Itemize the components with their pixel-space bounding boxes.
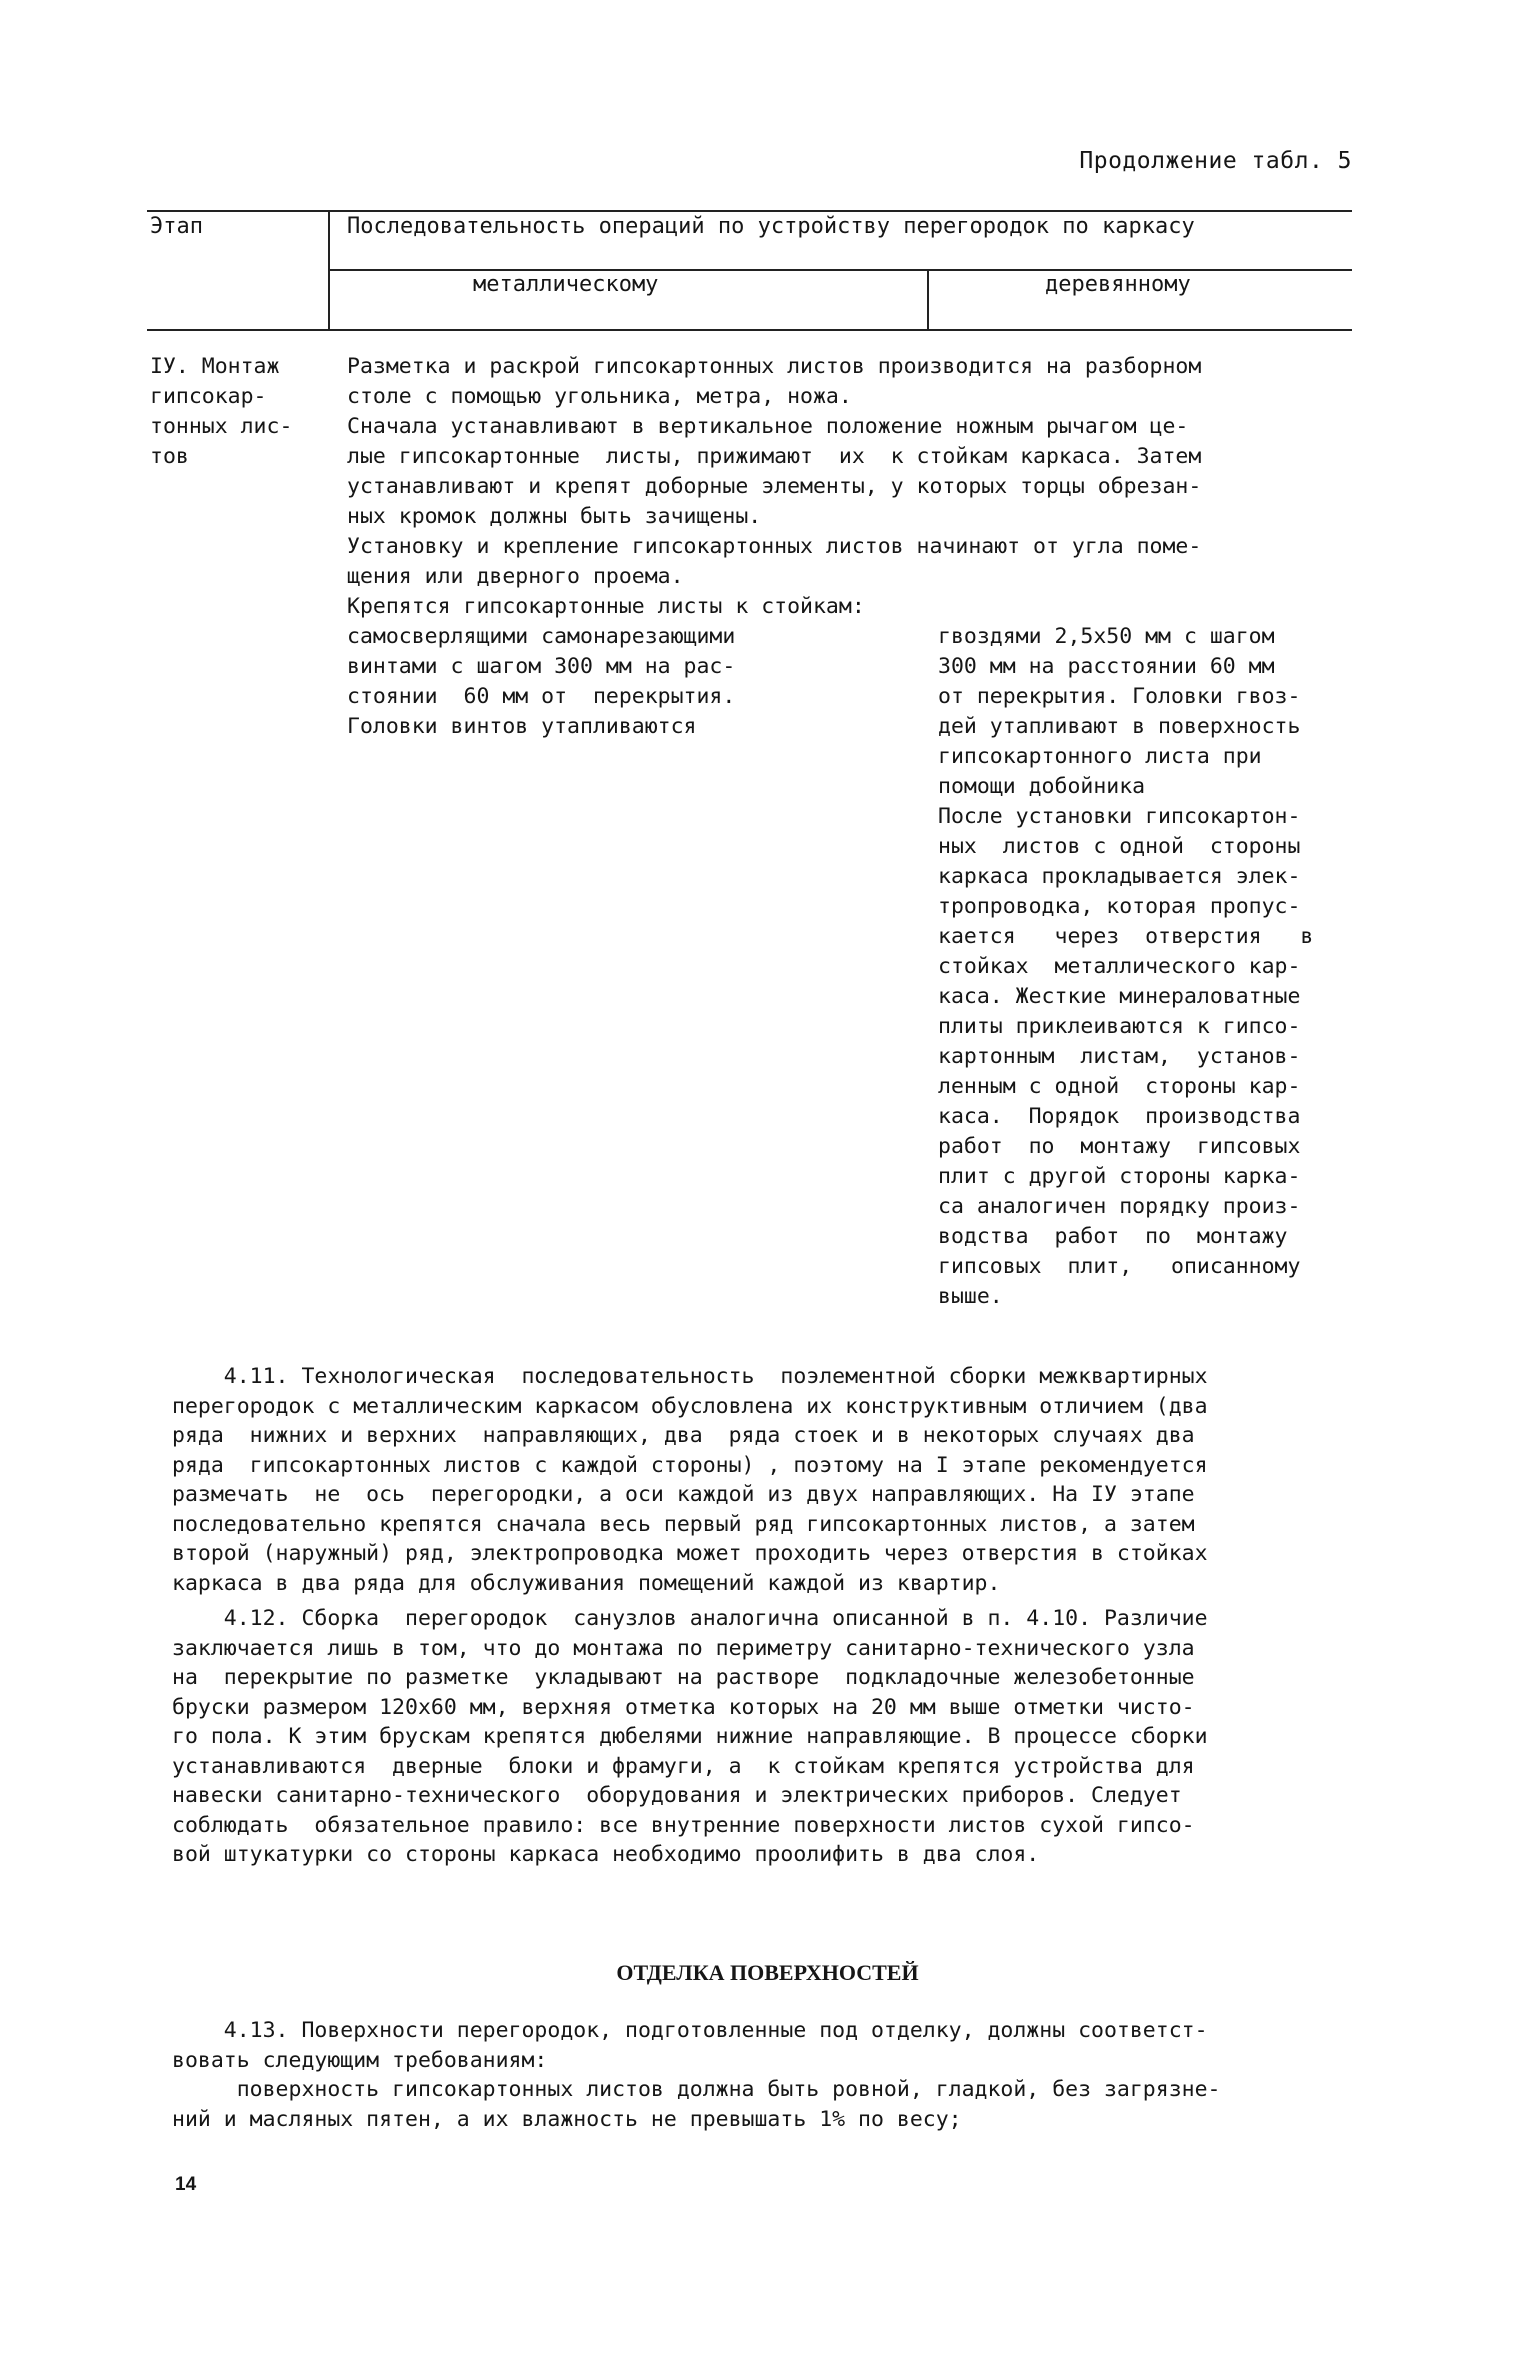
wood-frame-cell: гвоздями 2,5х50 мм с шагом 300 мм на расстоянии 60 мм от перекрытия. Головки гвоз- дей утапливают в поверхность гипсокартонного листа при помощи добойника После установки гипсокартон- ных листов с одной стороны каркаса прокладывается элек- тропроводка, которая пропус- кается через отверстия в стойках металлического кар- каса. Жесткие минераловатные плиты приклеиваются к гипсо- картонным листам, установ- ленным с одной стороны кар- каса. Порядок производства работ по монтажу гипсовых плит с другой стороны карка- са аналогичен порядку произ- водства работ по монтажу гипсовых плит, описанному выше. <box>938 624 1314 1309</box>
metal-frame-cell: самосверлящими самонарезающими винтами с шагом 300 мм на рас- стоянии 60 мм от перекрытия. Головки винтов утапливаются <box>347 624 736 739</box>
section-title: ОТДЕЛКА ПОВЕРХНОСТЕЙ <box>616 1960 919 1985</box>
header-metal: металлическому <box>473 272 659 297</box>
table-stage-column-rule <box>328 210 330 331</box>
stage-cell: IУ. Монтаж гипсокар- тонных лис- тов <box>150 354 293 469</box>
header-sequence: Последовательность операций по устройству перегородок по каркасу <box>347 214 1195 239</box>
header-wood: деревянному <box>1045 272 1191 297</box>
table-continuation-label: Продолжение табл. 5 <box>1079 148 1352 174</box>
page-number: 14 <box>175 2174 197 2195</box>
table-subheader-rule <box>329 269 1352 271</box>
header-stage: Этап <box>150 214 203 239</box>
common-operations-cell: Разметка и раскрой гипсокартонных листов производится на разборном столе с помощью угольника, метра, ножа. Сначала устанавливают в вертикальное положение ножным рычагом це- лые гипсокартонные листы, прижимают их к стойкам каркаса. Затем устанавливают и крепят доборные элементы, у которых торцы обрезан- ных кромок должны быть зачищены. Установку и крепление гипсокартонных листов начинают от угла поме- щения или дверного проема. Крепятся гипсокартонные листы к стойкам: <box>347 354 1202 619</box>
paragraph-4-13: 4.13. Поверхности перегородок, подготовленные под отделку, должны соответст- вовать следующим требованиям: поверхность гипсокартонных листов должна быть ровной, гладкой, без загрязне- ний и масляных пятен, а их влажность не превышать 1% по весу; <box>172 2018 1221 2132</box>
table-material-column-rule <box>927 269 929 331</box>
paragraph-4-11: 4.11. Технологическая последовательность поэлементной сборки межквартирных перегородок с металлическим каркасом обусловлена их конструктивным отличием (два ряда нижних и верхних направляющих, два ряда стоек и в некоторых случаях два ряда гипсокартонных листов с каждой стороны) , поэтому на I этапе рекомендуется размечать не ось перегородки, а оси каждой из двух направляющих. На IУ этапе последовательно крепятся сначала весь первый ряд гипсокартонных листов, а затем второй (наружный) ряд, электропроводка может проходить через отверстия в стойках каркаса в два ряда для обслуживания помещений каждой из квартир. <box>172 1364 1208 1596</box>
paragraph-4-12: 4.12. Сборка перегородок санузлов аналогична описанной в п. 4.10. Различие заключается лишь в том, что до монтажа по периметру санитарно-технического узла на перекрытие по разметке укладывают на растворе подкладочные железобетонные бруски размером 120х60 мм, верхняя отметка которых на 20 мм выше отметки чисто- го пола. К этим брускам крепятся дюбелями нижние направляющие. В процессе сборки устанавливаются дверные блоки и фрамуги, а к стойкам крепятся устройства для навески санитарно-технического оборудования и электрических приборов. Следует соблюдать обязательное правило: все внутренние поверхности листов сухой гипсо- вой штукатурки со стороны каркаса необходимо проолифить в два слоя. <box>172 1606 1208 1867</box>
